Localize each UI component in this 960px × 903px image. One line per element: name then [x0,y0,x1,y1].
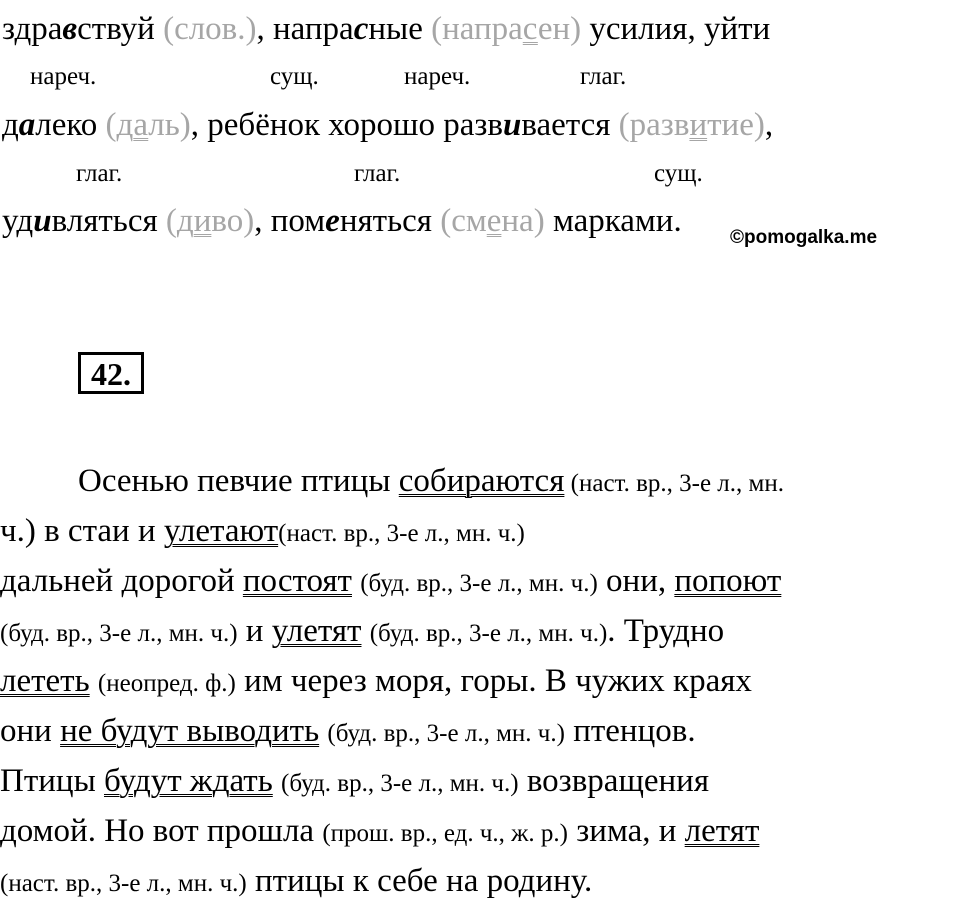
pos-label: глаг. [354,160,401,187]
pos-label: сущ. [654,160,703,187]
word-text: ные [368,11,423,47]
verb: не будут выводить [60,713,320,749]
vowel-highlight: и [502,107,522,143]
paragraph-line: ч.) в стаи и улетают(наст. вр., 3-е л., мн. ч.) [0,513,525,549]
paragraph-line: домой. Но вот прошла (прош. вр., ед. ч., ж. р.) зима, и летят [0,813,760,849]
grammar-note: (неопред. ф.) [97,670,236,697]
paragraph-line: Птицы будут ждать (буд. вр., 3-е л., мн. ч.) возвращения [0,763,710,799]
verb: постоят [242,563,352,599]
word-text: здра [2,11,63,47]
separator: , [256,11,274,47]
grammar-note: (наст. вр., 3-е л., мн. ч.) [0,870,247,897]
vowel-highlight: а [18,107,36,143]
grammar-note: (буд. вр., 3-е л., мн. ч.) [369,620,608,647]
verb: собираются [398,463,565,499]
vowel-highlight: с [353,11,369,47]
check-word: (диво) [165,203,255,239]
vowel-highlight: в [62,11,78,47]
grammar-note: (буд. вр., 3-е л., мн. ч.) [360,570,598,597]
grammar-note: (буд. вр., 3-е л., мн. ч.) [0,620,238,647]
pos-label: глаг. [580,63,627,90]
pos-label: нареч. [30,63,97,90]
paragraph-line: (буд. вр., 3-е л., мн. ч.) и улетят (буд. вр., 3-е л., мн. ч.). Трудно [0,613,725,649]
vowel-highlight: е [325,203,340,239]
paragraph-line: Осенью певчие птицы собираются (наст. вр., 3-е л., мн. [78,463,784,499]
pos-label: глаг. [76,160,123,187]
verb: улетают [163,513,279,549]
word-line-1 [2,10,770,48]
verb: будут ждать [104,763,273,799]
word-text: ствуй [77,11,155,47]
verb: попоют [674,563,782,599]
pos-label: сущ. [270,63,319,90]
check-word: (напрасен) [431,11,582,47]
exercise-number: 42. [78,352,144,394]
word-text: усилия, уйти [581,11,771,47]
grammar-note: (буд. вр., 3-е л., мн. ч.) [327,720,565,747]
watermark: ©pomogalka.me [730,227,878,248]
verb: летят [684,813,760,849]
word-line-3: удивляться (диво), поменяться (смена) марками. [2,203,682,239]
verb: лететь [0,663,90,699]
check-word: (слов.) [163,11,257,47]
grammar-note: (прош. вр., ед. ч., ж. р.) [322,820,568,847]
paragraph-line: (наст. вр., 3-е л., мн. ч.) птицы к себе на родину. [0,863,593,899]
paragraph-line: лететь (неопред. ф.) им через моря, горы. В чужих краях [0,663,752,699]
word-text: напра [273,11,354,47]
grammar-note: (буд. вр., 3-е л., мн. ч.) [281,770,519,797]
vowel-highlight: и [33,203,52,239]
check-word: (смена) [440,203,545,239]
check-word: (даль) [105,107,191,143]
verb: улетят [271,613,362,649]
paragraph-line: дальней дорогой постоят (буд. вр., 3-е л., мн. ч.) они, попоют [0,563,782,599]
grammar-note: (наст. вр., 3-е л., мн. ч.) [278,520,525,547]
check-word: (развитие) [618,107,765,143]
paragraph-line: они не будут выводить (буд. вр., 3-е л., мн. ч.) птенцов. [0,713,696,749]
pos-label: нареч. [404,63,471,90]
word-line-2: далеко (даль), ребёнок хорошо развивается (развитие), [2,107,774,143]
